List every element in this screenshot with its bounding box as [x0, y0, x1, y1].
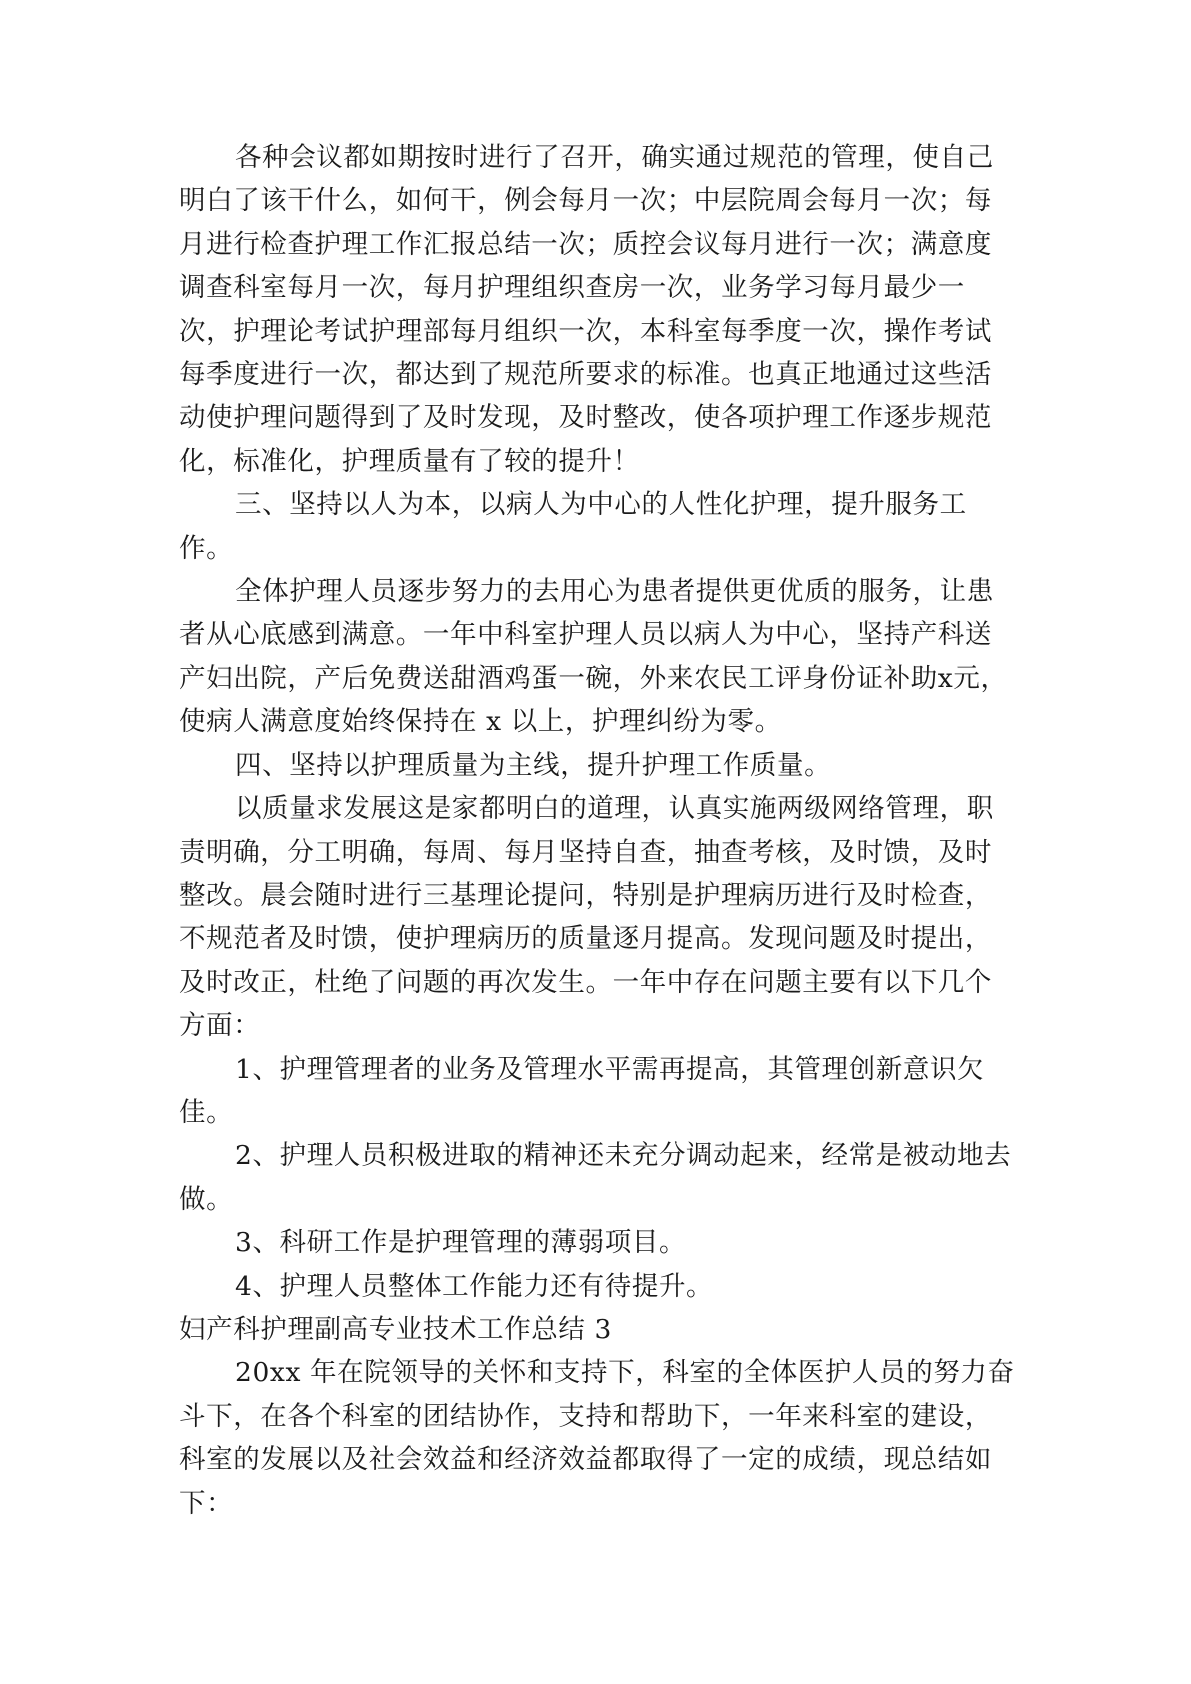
list-item-problem-1: 1、护理管理者的业务及管理水平需再提高，其管理创新意识欠佳。	[179, 1053, 985, 1128]
paragraph-quality: 以质量求发展这是家都明白的道理，认真实施两级网络管理，职责明确，分工明确，每周、每月坚持自查，抽查考核，及时馈，及时整改。晨会随时进行三基理论提问，特别是护理病历进行及时检查，不规范者及时馈，使护理病历的质量逐月提高。发现问题及时提出，及时改正，杜绝了问题的再次发生。一年中存在问题主要有以下几个方面：	[179, 793, 994, 1042]
section-heading-3: 三、坚持以人为本，以病人为中心的人性化护理，提升服务工作。	[179, 489, 967, 564]
paragraph-summary-intro: 20xx 年在院领导的关怀和支持下，科室的全体医护人员的努力奋斗下，在各个科室的团结协作，支持和帮助下，一年来科室的建设，科室的发展以及社会效益和经济效益都取得了一定的成绩，现总结如下：	[179, 1357, 1015, 1519]
document-body	[179, 136, 1019, 1525]
paragraph-meetings: 各种会议都如期按时进行了召开，确实通过规范的管理，使自己明白了该干什么，如何干，例会每月一次；中层院周会每月一次；每月进行检查护理工作汇报总结一次；质控会议每月进行一次；满意度调查科室每月一次，每月护理组织查房一次，业务学习每月最少一次，护理论考试护理部每月组织一次，本科室每季度一次，操作考试每季度进行一次，都达到了规范所要求的标准。也真正地通过这些活动使护理问题得到了及时发现，及时整改，使各项护理工作逐步规范化，标准化，护理质量有了较的提升！	[179, 142, 994, 477]
list-item-problem-4: 4、护理人员整体工作能力还有待提升。	[235, 1270, 714, 1302]
list-item-problem-3: 3、科研工作是护理管理的薄弱项目。	[235, 1227, 687, 1259]
document-subtitle: 妇产科护理副高专业技术工作总结 3	[179, 1313, 612, 1345]
list-item-problem-2: 2、护理人员积极进取的精神还未充分调动起来，经常是被动地去做。	[179, 1140, 1012, 1215]
paragraph-patient-service: 全体护理人员逐步努力的去用心为患者提供更优质的服务，让患者从心底感到满意。一年中科室护理人员以病人为中心，坚持产科送产妇出院，产后免费送甜酒鸡蛋一碗，外来农民工评身份证补助x元，使病人满意度始终保持在 x 以上，护理纠纷为零。	[179, 576, 1008, 738]
section-heading-4: 四、坚持以护理质量为主线，提升护理工作质量。	[235, 749, 832, 781]
